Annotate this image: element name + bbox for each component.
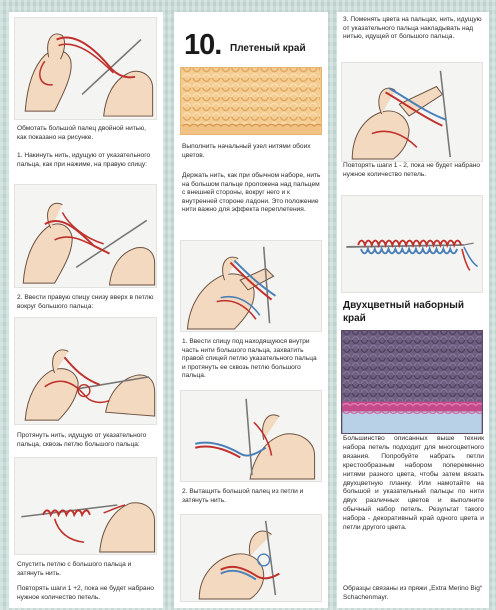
- needle-cast-on-illustration: [342, 196, 482, 292]
- step2-text: 2. Вытащить большой палец из петли и затянуть нить.: [182, 488, 304, 504]
- illustration-step1-wrap: [180, 390, 322, 482]
- hand-yarn-illustration: [15, 18, 156, 119]
- hold-text: Держать нить, как при обычном наборе, нить на большом пальце проложена над пальцем с внешней стороны, вокруг него и к внутренней стороне ладони. Это положение нити важно для эффекта переплетения.: [182, 172, 321, 214]
- hand-yarn-illustration: [181, 391, 321, 481]
- intro-text: Обмотать большой палец двойной нитью, как показано на рисунке.: [17, 125, 146, 141]
- illustration-step1-wrap: [14, 184, 157, 288]
- knit-sample-photo-two-color: [341, 330, 483, 434]
- hand-yarn-illustration: [181, 515, 321, 601]
- knit-sample-photo: [180, 67, 322, 135]
- step3-text: 3. Поменять цвета на пальцах, нить, идущую от указательного пальца накладывать над нитью, идущей от большого пальца.: [343, 16, 482, 41]
- illustration-step3-wrap: [14, 457, 157, 555]
- intro-text: Выполнить начальный узел нитями обоих цветов.: [182, 143, 311, 159]
- step4-text: Спустить петлю с большого пальца и затянуть нить.: [17, 561, 132, 577]
- illustration-step3-wrap: [341, 62, 483, 162]
- step2-text: 2. Ввести правую спицу снизу вверх в петлю вокруг большого пальца:: [17, 294, 154, 310]
- column-left: [9, 12, 163, 608]
- hand-yarn-illustration: [342, 63, 482, 161]
- section-title-two-color: Двухцветный наборный край: [343, 300, 464, 324]
- knit-two-color-pattern: [342, 331, 482, 433]
- step3-text: Протянуть нить, идущую от указательного пальца, сквозь петлю большого пальца:: [17, 432, 147, 448]
- hand-yarn-illustration: [181, 241, 321, 331]
- section-title: Плетеный край: [230, 43, 306, 54]
- knit-rib-pattern: [181, 68, 321, 134]
- hand-yarn-illustration: [15, 185, 156, 287]
- section-number: 10.: [184, 29, 222, 61]
- step5-text: Повторять шаги 1 +2, пока не будет набрано нужное количество петель.: [17, 585, 154, 601]
- column-right: [337, 12, 489, 608]
- hand-yarn-illustration: [15, 458, 156, 554]
- step1-text: 1. Ввести спицу под находящуюся внутри часть нити большого пальца, захватить правой спицей петлю указательного пальца и протянуть ее сквозь петлю большого пальца.: [182, 338, 317, 380]
- body-text: Большинство описанных выше техник набора петель подходит для многоцветного вязания. Попробуйте набрать петли крестообразным набором попеременно нитями разного цвета, чтобы затем вязать двухцветную планку. Или намотайте на большой и указательный пальцы по нити двух различных цветов и выполните обычный набор петель. Результат такого набора - декоративный край одного цвета и петли другого цвета.: [343, 435, 484, 532]
- illustration-thumb-wrap: [14, 17, 157, 120]
- footer-text: Образцы связаны из пряжи „Extra Merino Big“ Schachenmayr.: [343, 585, 483, 601]
- step1-text: 1. Накинуть нить, идущую от указательного пальца, как при нажиме, на правую спицу:: [17, 152, 151, 168]
- illustration-chain-wrap: [341, 195, 483, 293]
- illustration-step2-wrap: [180, 514, 322, 602]
- illustration-hold-wrap: [180, 240, 322, 332]
- illustration-step2-wrap: [14, 317, 157, 425]
- hand-yarn-illustration: [15, 318, 156, 424]
- column-middle: [174, 12, 328, 608]
- repeat-text: Повторять шаги 1 - 2, пока не будет набрано нужное количество петель.: [343, 162, 481, 178]
